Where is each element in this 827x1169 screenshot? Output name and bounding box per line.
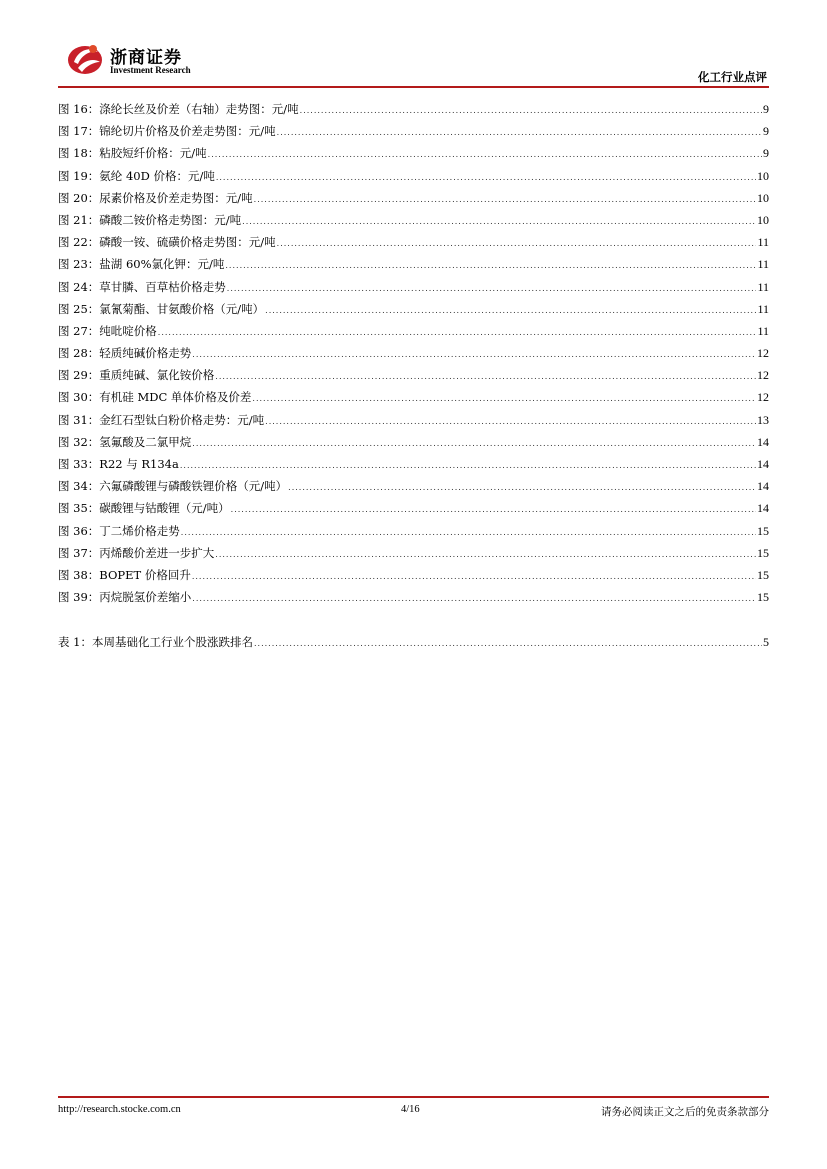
brand-name: 浙商证券 — [110, 48, 182, 68]
figure-entry[interactable] — [58, 523, 769, 545]
figure-entry-label: 图 17：锦纶切片价格及价差走势图：元/吨 — [58, 124, 276, 139]
dot-leader — [277, 239, 757, 248]
dot-leader — [225, 261, 756, 270]
figure-entry[interactable] — [58, 234, 769, 256]
figure-entry-page: 12 — [757, 346, 769, 361]
figure-entry-label: 图 19：氨纶 40D 价格：元/吨 — [58, 168, 215, 183]
figure-entry-label: 图 16：涤纶长丝及价差（右轴）走势图：元/吨 — [58, 102, 299, 116]
figure-entry-label: 图 35：碳酸锂与钴酸锂（元/吨） — [58, 501, 230, 516]
dot-leader — [192, 350, 756, 359]
figure-entry-page: 11 — [757, 257, 769, 272]
figure-entry-page: 10 — [757, 190, 769, 205]
figure-entry-label: 图 20：尿素价格及价差走势图：元/吨 — [58, 190, 253, 205]
figure-entry[interactable] — [58, 345, 769, 367]
page-header — [58, 40, 769, 88]
figure-entry-label: 图 27：纯吡啶价格 — [58, 323, 157, 338]
dot-leader — [215, 550, 756, 559]
figure-entry[interactable] — [58, 545, 769, 567]
dot-leader — [180, 461, 756, 470]
figure-entry[interactable] — [58, 279, 769, 301]
figure-entry-label: 图 22：磷酸一铵、硫磺价格走势图：元/吨 — [58, 235, 276, 250]
figure-entry[interactable] — [58, 145, 769, 167]
figure-entry-label: 图 18：粘胶短纤价格：元/吨 — [58, 146, 207, 161]
figure-entry[interactable] — [58, 434, 769, 456]
table-list — [58, 634, 769, 656]
figure-entry-page: 11 — [757, 301, 769, 316]
report-section-title: 化工行业点评 — [698, 70, 767, 84]
figure-entry-label: 图 36：丁二烯价格走势 — [58, 523, 180, 538]
dot-leader — [208, 150, 762, 159]
figure-entry[interactable] — [58, 412, 769, 434]
figure-entry[interactable] — [58, 301, 769, 323]
dot-leader — [181, 528, 756, 537]
figure-entry-page: 12 — [757, 390, 769, 405]
dot-leader — [192, 439, 756, 448]
table-entry[interactable] — [58, 634, 769, 656]
figure-entry-label: 图 38：BOPET 价格回升 — [58, 567, 191, 582]
figure-entry-page: 14 — [757, 457, 769, 471]
dot-leader — [254, 639, 762, 648]
header-divider — [58, 86, 769, 88]
dot-leader — [231, 505, 756, 514]
figure-entry[interactable] — [58, 500, 769, 522]
dot-leader — [242, 217, 756, 226]
dot-leader — [288, 483, 756, 492]
figure-entry-label: 图 37：丙烯酸价差进一步扩大 — [58, 545, 215, 560]
figure-entry-label: 图 29：重质纯碱、氯化铵价格 — [58, 368, 215, 383]
figure-entry-label: 图 39：丙烷脱氢价差缩小 — [58, 590, 192, 605]
figure-entry-label: 图 21：磷酸二铵价格走势图：元/吨 — [58, 212, 242, 227]
figure-entry-label: 图 25：氯氰菊酯、甘氨酸价格（元/吨） — [58, 301, 265, 316]
figure-entry[interactable] — [58, 190, 769, 212]
figure-entry-page: 11 — [757, 279, 769, 294]
figure-entry[interactable] — [58, 589, 769, 611]
footer-url-link[interactable]: http://research.stocke.com.cn — [58, 1104, 181, 1115]
figure-entry[interactable] — [58, 123, 769, 145]
figure-entry-label: 图 30：有机硅 MDC 单体价格及价差 — [58, 390, 252, 405]
figure-entry-page: 10 — [757, 168, 769, 183]
figure-entry-label: 图 23：盐湖 60%氯化钾：元/吨 — [58, 257, 225, 272]
figure-entry[interactable] — [58, 168, 769, 190]
figure-entry-page: 14 — [757, 501, 769, 516]
figure-entry-label: 图 31：金红石型钛白粉价格走势：元/吨 — [58, 412, 265, 427]
brand-subtitle: Investment Research — [110, 65, 191, 75]
figure-entry[interactable] — [58, 323, 769, 345]
figure-list — [58, 101, 769, 611]
table-entry-label: 表 1：本周基础化工行业个股涨跌排名 — [58, 635, 253, 649]
dot-leader — [252, 394, 756, 403]
dot-leader — [192, 594, 756, 603]
figure-entry-page: 14 — [757, 434, 769, 449]
figure-entry-page: 9 — [763, 102, 769, 116]
figure-entry-page: 10 — [757, 212, 769, 227]
figure-entry-page: 13 — [757, 412, 769, 427]
dot-leader — [192, 572, 756, 581]
figure-entry[interactable] — [58, 101, 769, 123]
disclaimer-note: 请务必阅读正文之后的免责条款部分 — [601, 1106, 769, 1118]
dot-leader — [265, 417, 756, 426]
footer-divider — [58, 1096, 769, 1098]
figure-entry-page: 15 — [757, 545, 769, 560]
dot-leader — [265, 306, 756, 315]
page-number: 4/16 — [401, 1104, 420, 1115]
figure-entry-page: 15 — [757, 523, 769, 538]
figure-entry-label: 图 28：轻质纯碱价格走势 — [58, 346, 192, 361]
figure-entry[interactable] — [58, 212, 769, 234]
dot-leader — [254, 195, 756, 204]
figure-entry-page: 9 — [763, 146, 769, 161]
figure-entry-label: 图 24：草甘膦、百草枯价格走势 — [58, 279, 226, 294]
figure-entry-page: 11 — [757, 235, 769, 250]
table-entry-page: 5 — [763, 635, 769, 649]
figure-entry[interactable] — [58, 456, 769, 478]
figure-entry[interactable] — [58, 367, 769, 389]
dot-leader — [300, 106, 762, 115]
dot-leader — [227, 284, 757, 293]
figure-entry-label: 图 34：六氟磷酸锂与磷酸铁锂价格（元/吨） — [58, 479, 288, 494]
figure-entry[interactable] — [58, 478, 769, 500]
figure-entry-page: 15 — [757, 567, 769, 582]
figure-entry[interactable] — [58, 567, 769, 589]
dot-leader — [216, 173, 756, 182]
dot-leader — [277, 128, 762, 137]
page-footer — [58, 1096, 769, 1118]
dot-leader — [215, 372, 756, 381]
figure-entry-page: 14 — [757, 479, 769, 494]
dot-leader — [158, 328, 757, 337]
figure-entry[interactable] — [58, 256, 769, 278]
figure-entry-page: 12 — [757, 368, 769, 383]
company-logo-icon — [66, 40, 104, 76]
figure-entry-label: 图 33：R22 与 R134a — [58, 457, 179, 471]
figure-entry-label: 图 32：氢氟酸及二氯甲烷 — [58, 434, 192, 449]
figure-entry[interactable] — [58, 389, 769, 411]
figure-entry-page: 9 — [763, 124, 769, 139]
figure-entry-page: 15 — [757, 590, 769, 605]
figure-entry-page: 11 — [757, 323, 769, 338]
